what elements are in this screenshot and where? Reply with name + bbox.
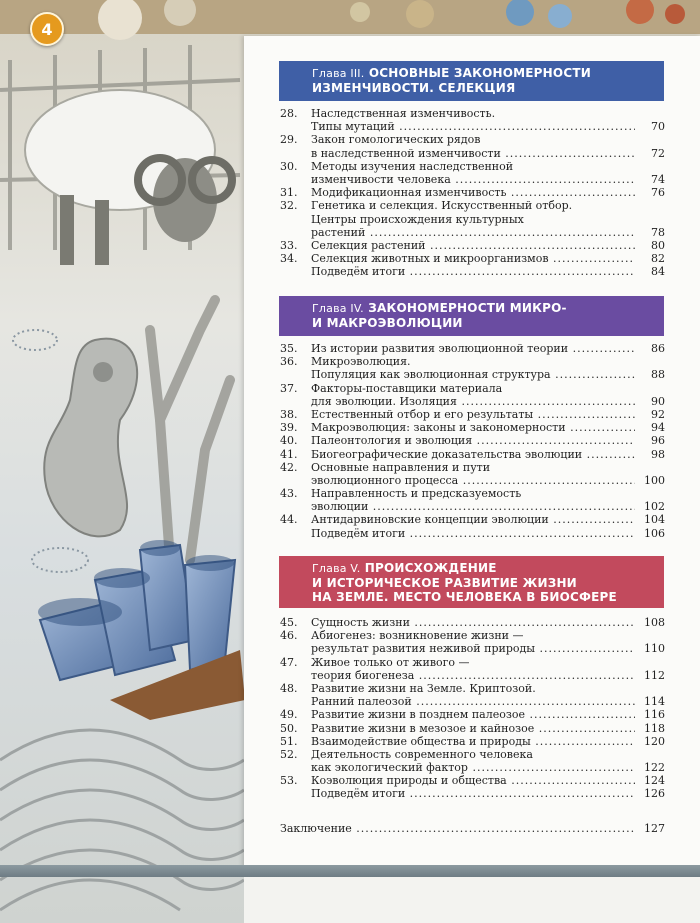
toc-entry-title: Селекция растений ..... bbox=[311, 239, 635, 252]
toc-entry-number: 46. bbox=[280, 629, 298, 643]
toc-entry-page: 120 bbox=[644, 734, 665, 748]
chapter-3-contents bbox=[280, 107, 665, 278]
chapter-4-title: ЗАКОНОМЕРНОСТИ МИКРО- bbox=[368, 301, 567, 315]
toc-entry[interactable] bbox=[280, 173, 665, 186]
toc-entry-number: 40. bbox=[280, 434, 298, 448]
chapter-3-title-line1 bbox=[312, 66, 656, 81]
toc-entry[interactable] bbox=[280, 107, 665, 120]
chapter-5-label: Глава V. bbox=[312, 562, 361, 575]
chapter-5-title-line2: И ИСТОРИЧЕСКОЕ РАЗВИТИЕ ЖИЗНИ bbox=[312, 576, 577, 590]
toc-entry-page: 86 bbox=[651, 342, 665, 355]
toc-entry[interactable] bbox=[280, 120, 665, 133]
toc-entry-page: 74 bbox=[651, 172, 665, 186]
chapter-4-contents bbox=[280, 342, 665, 540]
toc-entry[interactable] bbox=[280, 226, 665, 239]
toc-entry-page: 94 bbox=[651, 421, 665, 435]
toc-entry-number: 37. bbox=[280, 381, 298, 395]
toc-entry-page: 78 bbox=[651, 225, 665, 239]
toc-entry-page: 80 bbox=[651, 238, 665, 252]
toc-entry-page: 100 bbox=[644, 473, 665, 487]
chapter-5-title: ПРОИСХОЖДЕНИЕ bbox=[364, 561, 497, 575]
toc-entry[interactable] bbox=[280, 133, 665, 146]
toc-entry-title: Модификационная изменчивость ..... bbox=[311, 186, 635, 199]
toc-entry-title: Типы мутаций ..... bbox=[311, 120, 635, 133]
toc-entry-number: 51. bbox=[280, 734, 298, 748]
toc-entry[interactable] bbox=[280, 160, 665, 173]
bottom-decor-strip bbox=[0, 865, 700, 877]
toc-entry-title: Абиогенез: возникновение жизни — bbox=[311, 629, 524, 643]
toc-entry-page: 124 bbox=[644, 774, 665, 788]
chapter-4-title-line1 bbox=[312, 301, 656, 316]
toc-entry[interactable] bbox=[280, 722, 665, 735]
chapter-4-title-line2: И МАКРОЭВОЛЮЦИИ bbox=[312, 316, 463, 330]
toc-entry[interactable] bbox=[280, 355, 665, 368]
toc-entry-number: 50. bbox=[280, 721, 298, 735]
toc-entry[interactable] bbox=[280, 186, 665, 199]
toc-entry[interactable] bbox=[280, 656, 665, 669]
chapter-3-label: Глава III. bbox=[312, 67, 365, 80]
toc-entry-title: Из истории развития эволюционной теории ..... bbox=[311, 342, 635, 355]
toc-entry[interactable] bbox=[280, 368, 665, 381]
toc-entry-number: 28. bbox=[280, 107, 298, 120]
toc-entry[interactable] bbox=[280, 642, 665, 655]
toc-entry[interactable] bbox=[280, 213, 665, 226]
toc-entry[interactable] bbox=[280, 461, 665, 474]
toc-entry[interactable] bbox=[280, 239, 665, 252]
chapter-3-header bbox=[279, 61, 664, 101]
toc-entry-title: Антидарвиновские концепции эволюции ..... bbox=[311, 513, 635, 526]
toc-entry-page: 122 bbox=[644, 761, 665, 775]
toc-entry-title: Закон гомологических рядов bbox=[311, 133, 481, 147]
toc-entry-number: 38. bbox=[280, 407, 298, 421]
toc-entry-title: Селекция животных и микроорганизмов ..... bbox=[311, 252, 635, 265]
toc-entry[interactable] bbox=[280, 669, 665, 682]
toc-entry[interactable] bbox=[280, 252, 665, 265]
toc-entry[interactable] bbox=[280, 448, 665, 461]
toc-entry-page: 114 bbox=[644, 695, 665, 709]
chapter-4-header bbox=[279, 296, 664, 336]
toc-entry-page: 110 bbox=[644, 642, 665, 656]
toc-entry[interactable] bbox=[280, 748, 665, 761]
toc-entry-number: 33. bbox=[280, 238, 298, 252]
chapter-5-contents bbox=[280, 616, 665, 801]
toc-entry-page: 84 bbox=[651, 265, 665, 279]
toc-entry-title: Направленность и предсказуемость bbox=[311, 487, 522, 501]
toc-entry-title: как экологический фактор ..... bbox=[311, 761, 635, 774]
toc-entry-number: 43. bbox=[280, 487, 298, 501]
toc-entry-number: 39. bbox=[280, 421, 298, 435]
toc-entry-page: 88 bbox=[651, 368, 665, 382]
toc-entry-page: 90 bbox=[651, 394, 665, 408]
toc-entry-number: 52. bbox=[280, 747, 298, 761]
toc-entry-page: 102 bbox=[644, 500, 665, 514]
toc-entry-title: Ранний палеозой ..... bbox=[311, 695, 635, 708]
toc-entry-page: 108 bbox=[644, 616, 665, 629]
toc-entry-page: 106 bbox=[644, 526, 665, 540]
toc-entry-title: Палеонтология и эволюция ..... bbox=[311, 434, 635, 447]
toc-entry-title: Подведём итоги ..... bbox=[311, 265, 635, 278]
toc-entry-page: 126 bbox=[644, 787, 665, 801]
toc-entry-title: в наследственной изменчивости ..... bbox=[311, 147, 635, 160]
toc-entry-title: Макроэволюция: законы и закономерности ..... bbox=[311, 421, 635, 434]
toc-entry-page: 70 bbox=[651, 120, 665, 134]
toc-entry[interactable] bbox=[280, 527, 665, 540]
toc-entry-title: Микроэволюция. bbox=[311, 355, 411, 369]
toc-entry-title: Естественный отбор и его результаты ..... bbox=[311, 408, 635, 421]
toc-entry[interactable] bbox=[280, 761, 665, 774]
toc-entry-title: растений ..... bbox=[311, 226, 635, 239]
toc-entry-title: Подведём итоги ..... bbox=[311, 787, 635, 800]
toc-entry-title: Центры происхождения культурных bbox=[311, 212, 524, 226]
toc-entry-page: 104 bbox=[644, 513, 665, 527]
toc-entry-number: 45. bbox=[280, 616, 298, 629]
toc-entry-title: Популяция как эволюционная структура ..... bbox=[311, 368, 635, 381]
toc-entry[interactable] bbox=[280, 695, 665, 708]
toc-entry[interactable] bbox=[280, 735, 665, 748]
conclusion-page: 127 bbox=[644, 822, 665, 835]
toc-entry-title: теория биогенеза ..... bbox=[311, 669, 635, 682]
toc-entry-page: 92 bbox=[651, 407, 665, 421]
toc-entry-title: эволюционного процесса ..... bbox=[311, 474, 635, 487]
toc-entry[interactable] bbox=[280, 616, 665, 629]
toc-entry-title: изменчивости человека ..... bbox=[311, 173, 635, 186]
toc-entry-title: Живое только от живого — bbox=[311, 655, 470, 669]
toc-entry-title: Развитие жизни в позднем палеозое ..... bbox=[311, 708, 635, 721]
toc-entry-title: Коэволюция природы и общества ..... bbox=[311, 774, 635, 787]
toc-entry-number: 35. bbox=[280, 342, 298, 355]
toc-entry-title: Факторы-поставщики материала bbox=[311, 381, 503, 395]
toc-entry-page: 116 bbox=[644, 708, 665, 722]
chapter-4-label: Глава IV. bbox=[312, 302, 364, 315]
toc-entry[interactable] bbox=[280, 421, 665, 434]
toc-entry-page: 96 bbox=[651, 434, 665, 448]
toc-entry[interactable] bbox=[280, 408, 665, 421]
chapter-3-title: ОСНОВНЫЕ ЗАКОНОМЕРНОСТИ bbox=[368, 66, 591, 80]
toc-entry-title: Биогеографические доказательства эволюции ..... bbox=[311, 448, 635, 461]
toc-entry-number: 29. bbox=[280, 133, 298, 147]
toc-entry-title: Подведём итоги ..... bbox=[311, 527, 635, 540]
toc-entry[interactable] bbox=[280, 708, 665, 721]
toc-entry-page: 112 bbox=[644, 668, 665, 682]
toc-entry-page: 118 bbox=[644, 721, 665, 735]
toc-entry-number: 49. bbox=[280, 708, 298, 722]
toc-entry[interactable] bbox=[280, 342, 665, 355]
toc-entry-number: 34. bbox=[280, 252, 298, 266]
toc-entry-page: 82 bbox=[651, 252, 665, 266]
toc-entry-title: Наследственная изменчивость. bbox=[311, 107, 496, 120]
toc-entry-title: Развитие жизни на Земле. Криптозой. bbox=[311, 681, 536, 695]
toc-entry-title: для эволюции. Изоляция ..... bbox=[311, 395, 635, 408]
conclusion-title: Заключение ..... bbox=[280, 822, 635, 835]
toc-entry-title: эволюции ..... bbox=[311, 500, 635, 513]
toc-entry-number: 47. bbox=[280, 655, 298, 669]
toc-entry-number: 31. bbox=[280, 186, 298, 200]
toc-entry-title: результат развития неживой природы ..... bbox=[311, 642, 635, 655]
toc-entry[interactable] bbox=[280, 395, 665, 408]
toc-entry-number: 36. bbox=[280, 355, 298, 369]
toc-entry[interactable] bbox=[280, 147, 665, 160]
toc-entry[interactable] bbox=[280, 434, 665, 447]
page-bottom-margin bbox=[244, 877, 700, 923]
toc-entry[interactable] bbox=[280, 500, 665, 513]
toc-entry-number: 42. bbox=[280, 460, 298, 474]
toc-entry-title: Взаимодействие общества и природы ..... bbox=[311, 735, 635, 748]
chapter-5-header bbox=[279, 556, 664, 608]
toc-entry-number: 41. bbox=[280, 447, 298, 461]
toc-entry-number: 44. bbox=[280, 513, 298, 527]
toc-entry[interactable] bbox=[280, 682, 665, 695]
chapter-5-title-line1 bbox=[312, 561, 656, 576]
toc-entry[interactable] bbox=[280, 199, 665, 212]
toc-entry[interactable] bbox=[280, 774, 665, 787]
conclusion-row[interactable] bbox=[280, 822, 665, 836]
toc-entry-title: Деятельность современного человека bbox=[311, 747, 533, 761]
page-number-badge: 4 bbox=[30, 12, 64, 46]
toc-entry-page: 72 bbox=[651, 146, 665, 160]
toc-entry-title: Развитие жизни в мезозое и кайнозое ..... bbox=[311, 722, 635, 735]
toc-entry-title: Основные направления и пути bbox=[311, 460, 491, 474]
toc-entry[interactable] bbox=[280, 474, 665, 487]
toc-entry-page: 76 bbox=[651, 186, 665, 200]
chapter-3-title-line2: ИЗМЕНЧИВОСТИ. СЕЛЕКЦИЯ bbox=[312, 81, 516, 95]
toc-entry-title: Сущность жизни ..... bbox=[311, 616, 635, 629]
toc-entry[interactable] bbox=[280, 382, 665, 395]
toc-entry-page: 98 bbox=[651, 447, 665, 461]
toc-entry-number: 53. bbox=[280, 774, 298, 788]
toc-entry-number: 30. bbox=[280, 159, 298, 173]
toc-entry-title: Методы изучения наследственной bbox=[311, 159, 514, 173]
toc-entry-number: 48. bbox=[280, 681, 298, 695]
toc-entry[interactable] bbox=[280, 265, 665, 278]
toc-entry[interactable] bbox=[280, 513, 665, 526]
toc-entry[interactable] bbox=[280, 629, 665, 642]
toc-entry-title: Генетика и селекция. Искусственный отбор. bbox=[311, 199, 573, 213]
chapter-5-title-line3: НА ЗЕМЛЕ. МЕСТО ЧЕЛОВЕКА В БИОСФЕРЕ bbox=[312, 590, 617, 604]
toc-entry[interactable] bbox=[280, 787, 665, 800]
toc-entry[interactable] bbox=[280, 487, 665, 500]
toc-entry-number: 32. bbox=[280, 199, 298, 213]
